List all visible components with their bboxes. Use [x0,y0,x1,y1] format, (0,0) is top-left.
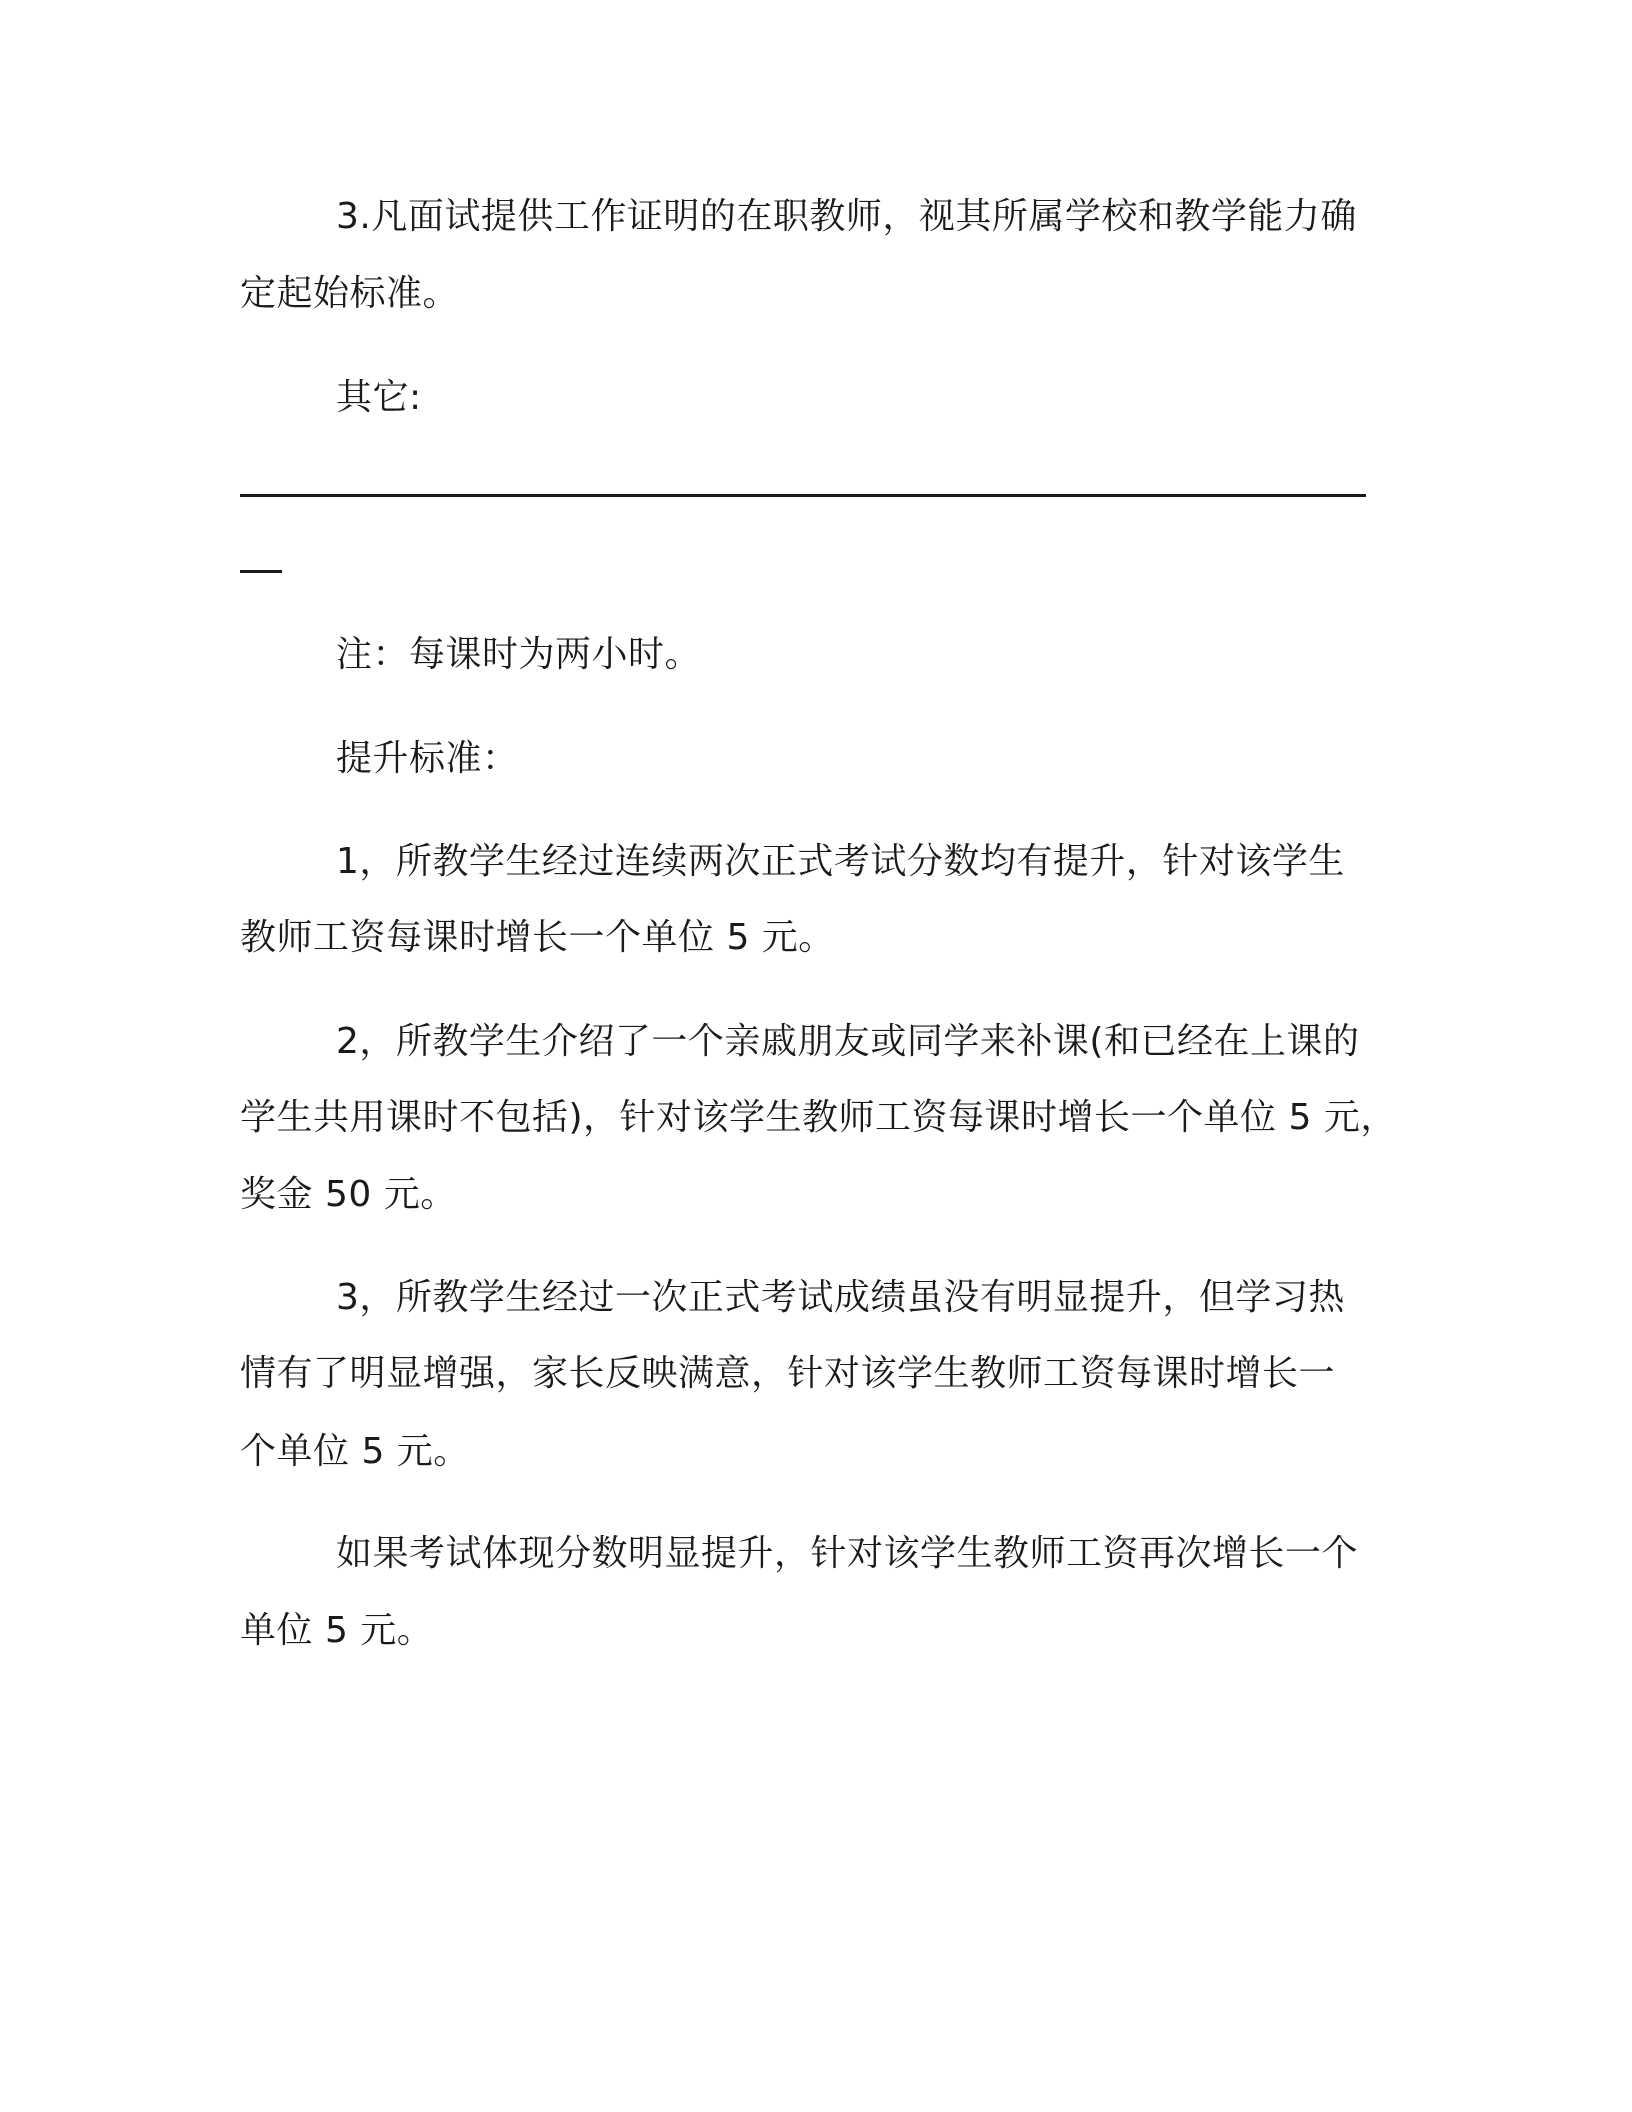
paragraph-line: 学生共用课时不包括)，针对该学生教师工资每课时增长一个单位 5 元， [240,1097,1397,1138]
paragraph-line: 2，所教学生介绍了一个亲戚朋友或同学来补课(和已经在上课的 [336,1021,1360,1062]
paragraph-line: 3.凡面试提供工作证明的在职教师，视其所属学校和教学能力确 [336,196,1357,237]
paragraph-line: 其它: [336,377,422,418]
paragraph-line: 个单位 5 元。 [240,1431,470,1472]
paragraph-line: 单位 5 元。 [240,1610,434,1651]
paragraph-line: 3，所教学生经过一次正式考试成绩虽没有明显提升，但学习热 [336,1277,1345,1318]
paragraph-line: 教师工资每课时增长一个单位 5 元。 [240,917,835,958]
paragraph-line: 如果考试体现分数明显提升，针对该学生教师工资再次增长一个 [336,1533,1359,1574]
paragraph-line: 1，所教学生经过连续两次正式考试分数均有提升，针对该学生 [336,841,1345,882]
fill-in-blank-line [240,494,1366,497]
paragraph-line: 奖金 50 元。 [240,1174,457,1215]
paragraph-line: 情有了明显增强，家长反映满意，针对该学生教师工资每课时增长一 [240,1353,1336,1394]
fill-in-blank-line-end [240,570,282,573]
section-heading: 提升标准： [336,738,519,779]
paragraph-line: 定起始标准。 [240,273,460,314]
paragraph-line: 注：每课时为两小时。 [336,634,702,675]
